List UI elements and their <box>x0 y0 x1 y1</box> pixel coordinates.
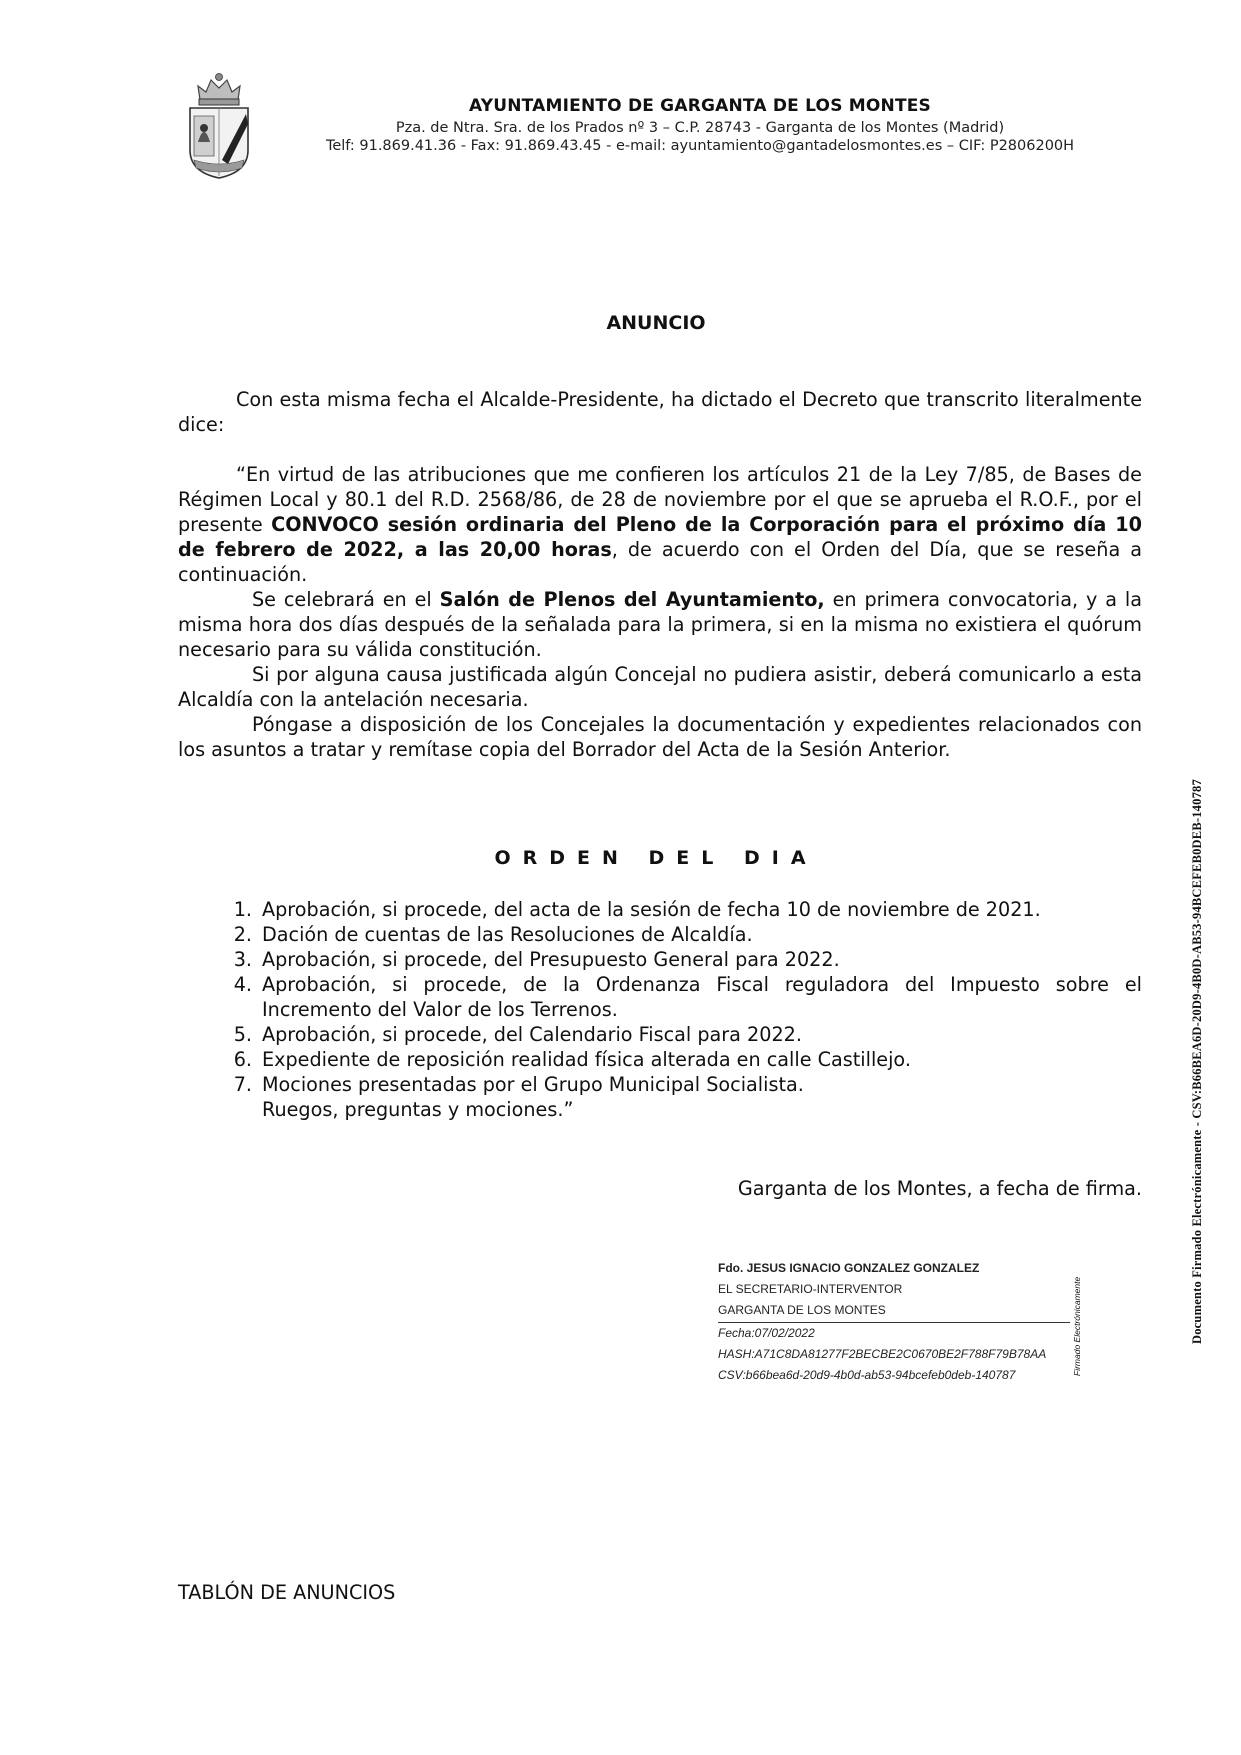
side-csv-stamp <box>1190 706 1206 1346</box>
agenda-list <box>178 897 1142 1122</box>
decree-text <box>178 462 1142 762</box>
document-title: ANUNCIO <box>606 312 706 334</box>
agenda-item <box>178 1072 1142 1097</box>
decree-p1-end: , de acuerdo con el Orden del Día, que se reseña a continuación. <box>178 538 1142 586</box>
signature-block <box>718 1258 1070 1386</box>
decree-paragraph-1 <box>178 462 1142 587</box>
letterhead <box>280 96 1120 156</box>
agenda-item-text: Mociones presentadas por el Grupo Municipal Socialista. <box>262 1073 804 1096</box>
agenda-item-text: Expediente de reposición realidad física alterada en calle Castillejo. <box>262 1048 911 1071</box>
decree-p1-bold: CONVOCO sesión ordinaria del Pleno de la Corporación para el próximo día 10 de febrero de 2022, a las 20,00 horas <box>178 513 1142 561</box>
decree-p2-end: en primera convocatoria, y a la misma hora dos días después de la señalada para la primera, si en la misma no existiera el quórum necesario para su válida constitución. <box>178 588 1142 661</box>
agenda-item-number: 3. <box>233 948 252 971</box>
agenda-item-text: Ruegos, preguntas y mociones.” <box>262 1098 574 1121</box>
agenda-item-text: Aprobación, si procede, del Calendario Fiscal para 2022. <box>262 1023 802 1046</box>
agenda-item-number: 1. <box>233 898 252 921</box>
agenda-item <box>178 1047 1142 1072</box>
decree-paragraph-2 <box>178 587 1142 662</box>
decree-p2-bold: Salón de Plenos del Ayuntamiento, <box>439 588 825 611</box>
agenda-item-text: Aprobación, si procede, de la Ordenanza Fiscal reguladora del Impuesto sobre el Incremento del Valor de los Terrenos. <box>262 973 1142 1021</box>
agenda-item-number <box>178 1097 262 1122</box>
agenda-item-text: Aprobación, si procede, del acta de la sesión de fecha 10 de noviembre de 2021. <box>262 898 1041 921</box>
decree-paragraph-3: Si por alguna causa justificada algún Concejal no pudiera asistir, deberá comunicarlo a esta Alcaldía con la antelación necesaria. <box>178 663 1142 711</box>
agenda-item-number: 2. <box>233 923 252 946</box>
agenda-item-number: 4. <box>233 973 252 996</box>
footer-label: TABLÓN DE ANUNCIOS <box>178 1581 396 1604</box>
agenda-item <box>178 972 1142 1022</box>
agenda-item <box>178 1022 1142 1047</box>
agenda-item-number: 6. <box>233 1048 252 1071</box>
agenda-item <box>178 947 1142 972</box>
organization-name: AYUNTAMIENTO DE GARGANTA DE LOS MONTES <box>468 96 932 116</box>
agenda-item <box>178 1097 1142 1122</box>
signer-name: Fdo. JESUS IGNACIO GONZALEZ GONZALEZ <box>718 1261 980 1275</box>
signature-csv: CSV:b66bea6d-20d9-4b0d-ab53-94bcefeb0deb-140787 <box>718 1368 1016 1382</box>
place-and-date: Garganta de los Montes, a fecha de firma. <box>737 1177 1142 1200</box>
coat-of-arms-icon <box>184 72 254 180</box>
agenda-item-number: 7. <box>233 1073 252 1096</box>
signature-vertical-text: Firmado Electrónicamente <box>1072 1276 1082 1376</box>
signature-date: Fecha:07/02/2022 <box>718 1326 815 1340</box>
decree-paragraph-4: Póngase a disposición de los Concejales la documentación y expedientes relacionados con los asuntos a tratar y remítase copia del Borrador del Acta de la Sesión Anterior. <box>178 713 1142 761</box>
organization-contact: Telf: 91.869.41.36 - Fax: 91.869.43.45 - e-mail: ayuntamiento@gantadelosmontes.es – CIF: P2806200H <box>325 138 1075 154</box>
decree-p2-start: Se celebrará en el <box>252 588 440 611</box>
signature-vertical-label <box>1072 1268 1084 1378</box>
intro-text: Con esta misma fecha el Alcalde-Presidente, ha dictado el Decreto que transcrito literalmente dice: <box>178 388 1142 436</box>
signer-entity: GARGANTA DE LOS MONTES <box>718 1303 886 1317</box>
agenda-item-text: Aprobación, si procede, del Presupuesto General para 2022. <box>262 948 840 971</box>
signature-hash: HASH:A71C8DA81277F2BECBE2C0670BE2F788F79B78AA <box>718 1347 1047 1361</box>
decree-p1-start: “En virtud de las atribuciones que me confieren los artículos 21 de la Ley 7/85, de Bases de Régimen Local y 80.1 del R.D. 2568/86, de 28 de noviembre por el que se aprueba el R.O.F., por el presente <box>178 463 1142 536</box>
agenda-item-text: Dación de cuentas de las Resoluciones de Alcaldía. <box>262 923 753 946</box>
signer-role: EL SECRETARIO-INTERVENTOR <box>718 1282 903 1296</box>
agenda-title: ORDEN DEL DIA <box>494 847 818 869</box>
agenda-item-number: 5. <box>233 1023 252 1046</box>
agenda-item <box>178 897 1142 922</box>
agenda-item <box>178 922 1142 947</box>
side-csv-text: Documento Firmado Electrónicamente - CSV:B66BEA6D-20D9-4B0D-AB53-94BCEFEB0DEB-140787 <box>1190 779 1204 1344</box>
intro-paragraph <box>178 387 1142 437</box>
organization-address: Pza. de Ntra. Sra. de los Prados nº 3 – C.P. 28743 - Garganta de los Montes (Madrid) <box>395 120 1005 136</box>
